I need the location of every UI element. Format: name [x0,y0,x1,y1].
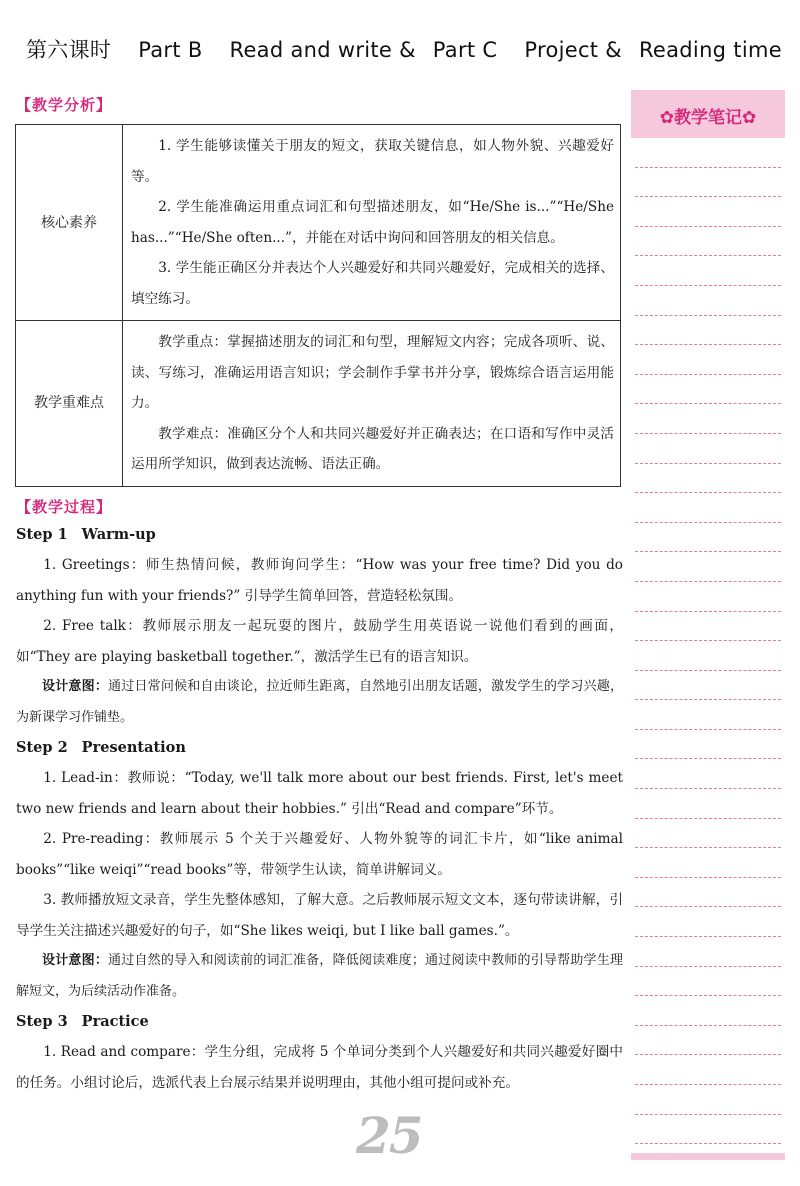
note-line [635,1115,781,1145]
note-line [635,996,781,1026]
note-line [635,197,781,227]
step-2-item-3: 3. 教师播放短文录音，学生先整体感知，了解大意。之后教师展示短文文本，逐句带读讲解，引导学生关注描述兴趣爱好的句子，如“She likes weiqi, but I like ball games.”。 [16,892,623,939]
lesson-number: 第六课时 [26,38,112,62]
step-1-heading [16,520,623,550]
step-1-design [16,672,623,733]
note-line [635,1085,781,1115]
core-item-3: 3. 学生能正确区分并表达个人兴趣爱好和共同兴趣爱好，完成相关的选择、填空练习。 [131,260,614,307]
table-row [16,321,621,487]
note-line [635,375,781,405]
note-line [635,937,781,967]
note-line [635,523,781,553]
note-line [635,138,781,168]
page-title [26,34,786,64]
note-line [635,168,781,198]
process-section-label: 【教学过程】 [16,498,113,516]
step-title: Warm-up [81,526,156,543]
note-line [635,1026,781,1056]
step-2-heading [16,733,623,763]
design-text: 通过日常问候和自由谈论，拉近师生距离，自然地引出朋友话题，激发学生的学习兴趣，为新课学习作铺垫。 [16,679,623,725]
step-3-item-1: 1. Read and compare：学生分组，完成将 5 个单词分类到个人兴趣爱好和共同兴趣爱好圈中的任务。小组讨论后，选派代表上台展示结果并说明理由，其他小组可提问或补充。 [16,1044,623,1091]
note-line [635,345,781,375]
read-write-label: Read and write & [229,38,416,62]
notes-lines [631,138,785,1144]
page-number: 25 [356,1106,422,1165]
core-item-2: 2. 学生能准确运用重点词汇和句型描述朋友，如“He/She is...”“He/She has...”“He/She often...”，并能在对话中询问和回答朋友的相关信息。 [131,199,614,246]
analysis-section-label: 【教学分析】 [16,96,113,114]
design-label: 设计意图： [42,953,109,968]
note-line [635,848,781,878]
project-label: Project & [524,38,622,62]
row-body-core [123,125,621,321]
note-line [635,464,781,494]
step-1-item-1: 1. Greetings：师生热情问候，教师询问学生：“How was your free time? Did you do anything fun with your friends?” 引导学生简单回答，营造轻松氛围。 [16,557,623,604]
step-2-item-1: 1. Lead-in：教师说：“Today, we'll talk more about our best friends. First, let's meet two new friends and learn about their hobbies.” 引出“Read and compare”环节。 [16,770,623,817]
step-number: Step 1 [16,526,68,543]
table-row [16,125,621,321]
note-line [635,759,781,789]
note-line [635,641,781,671]
note-line [635,552,781,582]
part-b-label: Part B [138,38,203,62]
note-line [635,286,781,316]
note-line [635,1055,781,1085]
analysis-table [15,124,621,487]
step-2-design [16,946,623,1007]
design-text: 通过自然的导入和阅读前的词汇准备，降低阅读难度；通过阅读中教师的引导帮助学生理解短文，为后续活动作准备。 [16,953,623,999]
note-line [635,671,781,701]
note-line [635,316,781,346]
note-line [635,967,781,997]
note-line [635,582,781,612]
part-c-label: Part C [432,38,498,62]
row-head-key: 教学重难点 [16,321,123,487]
row-body-key [123,321,621,487]
notes-area[interactable] [631,98,785,1153]
process-content [16,520,623,1098]
note-line [635,907,781,937]
step-title: Presentation [81,739,186,756]
row-head-core: 核心素养 [16,125,123,321]
note-line [635,227,781,257]
reading-time-label: Reading time [638,38,782,62]
note-line [635,730,781,760]
design-label: 设计意图： [42,679,109,694]
note-line [635,612,781,642]
note-line [635,819,781,849]
note-line [635,404,781,434]
notes-title: ✿教学笔记✿ [631,98,785,138]
note-line [635,493,781,523]
note-line [635,256,781,286]
step-title: Practice [81,1013,149,1030]
note-line [635,878,781,908]
step-number: Step 3 [16,1013,68,1030]
step-2-item-2: 2. Pre-reading：教师展示 5 个关于兴趣爱好、人物外貌等的词汇卡片，如“like animal books”“like weiqi”“read books”等，带领学生认读，简单讲解词义。 [16,831,623,878]
step-number: Step 2 [16,739,68,756]
step-1-item-2: 2. Free talk：教师展示朋友一起玩耍的图片，鼓励学生用英语说一说他们看到的画面，如“They are playing basketball together.”，激活学生已有的语言知识。 [16,618,623,665]
step-3-heading [16,1007,623,1037]
note-line [635,434,781,464]
note-line [635,700,781,730]
note-line [635,789,781,819]
key-point: 教学重点：掌握描述朋友的词汇和句型，理解短文内容；完成各项听、说、读、写练习，准确运用语言知识；学会制作手掌书并分享，锻炼综合语言运用能力。 [131,334,614,411]
notes-panel [631,90,785,1160]
core-item-1: 1. 学生能够读懂关于朋友的短文，获取关键信息，如人物外貌、兴趣爱好等。 [131,138,614,185]
difficult-point: 教学难点：准确区分个人和共同兴趣爱好并正确表达；在口语和写作中灵活运用所学知识，做到表达流畅、语法正确。 [131,425,614,472]
